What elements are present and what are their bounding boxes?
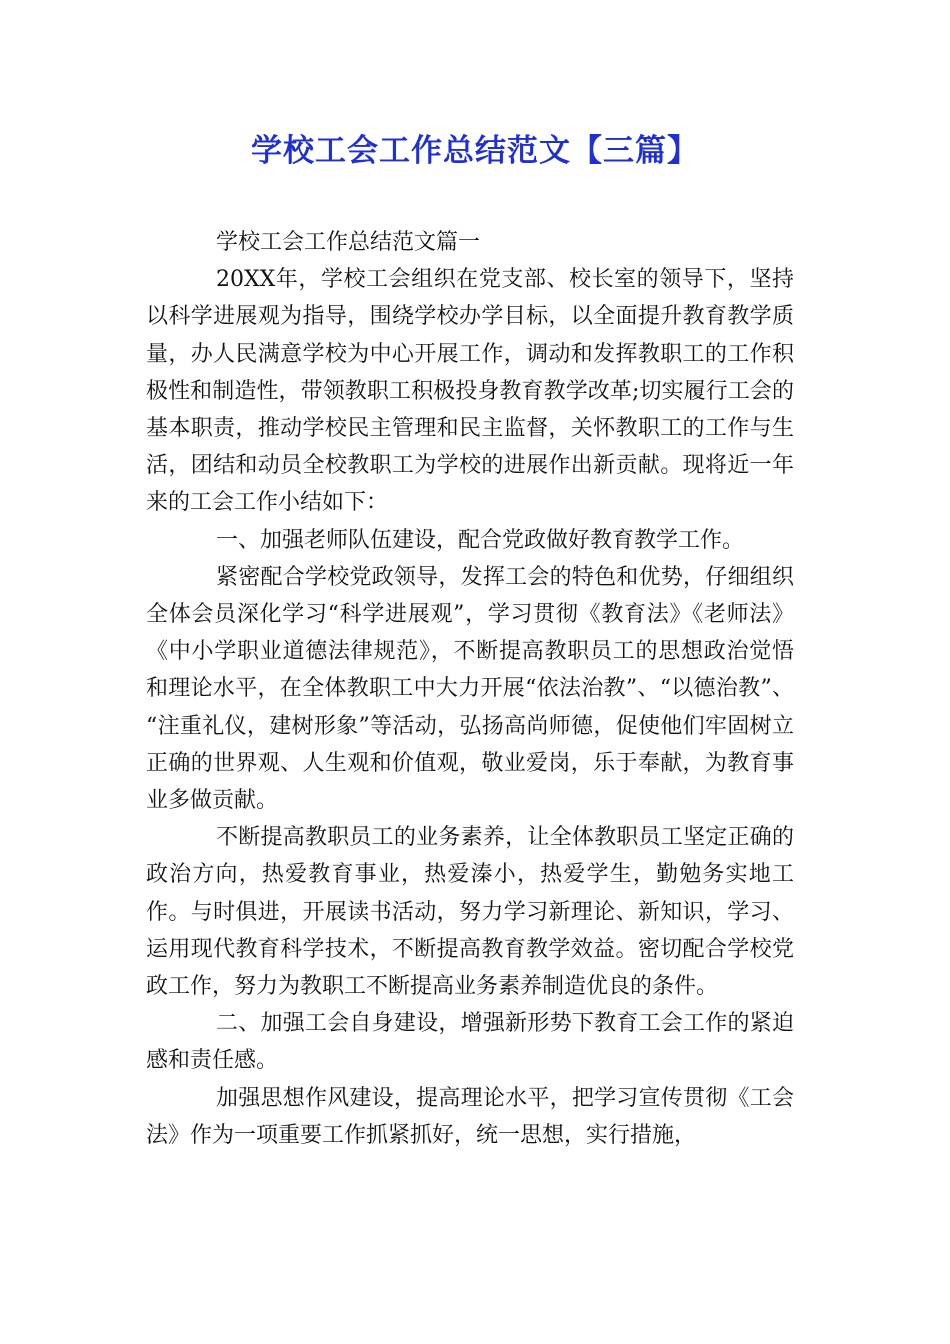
body-paragraph: 不断提高教职员工的业务素养，让全体教职员工坚定正确的政治方向，热爱教育事业，热爱溱小，热爱学生，勤勉务实地工作。与时俱进，开展读书活动，努力学习新理论、新知识，学习、运用现代教育科学技术，不断提高教育教学效益。密切配合学校党政工作，努力为教职工不断提高业务素养制造优良的条件。 — [146, 825, 794, 1000]
body-paragraph: 20XX年，学校工会组织在党支部、校长室的领导下，坚持以科学进展观为指导，围绕学校办学目标，以全面提升教育教学质量，办人民满意学校为中心开展工作，调动和发挥教职工的工作积极性和制造性，带领教职工积极投身教育教学改革;切实履行工会的基本职责，推动学校民主管理和民主监督，关怀教职工的工作与生活，团结和动员全校教职工为学校的进展作出新贡献。现将近一年来的工会工作小结如下： — [146, 267, 794, 516]
document-body — [146, 224, 794, 1154]
section-heading: 二、加强工会自身建设，增强新形势下教育工会工作的紧迫感和责任感。 — [146, 1011, 794, 1074]
body-paragraph: 加强思想作风建设，提高理论水平，把学习宣传贯彻《工会法》作为一项重要工作抓紧抓好，统一思想，实行措施， — [146, 1085, 794, 1148]
document-title: 学校工会工作总结范文【三篇】 — [251, 133, 699, 169]
body-paragraph: 紧密配合学校党政领导，发挥工会的特色和优势，仔细组织全体会员深化学习“科学进展观”，学习贯彻《教育法》《老师法》《中小学职业道德法律规范》，不断提高教职员工的思想政治觉悟和理论水平，在全体教职工中大力开展“依法治教”、“以德治教”、 “注重礼仪，建树形象”等活动，弘扬高尚师德，促使他们牢固树立正确的世界观、人生观和价值观，敬业爱岗，乐于奉献，为教育事业多做贡献。 — [146, 564, 794, 814]
section-heading: 一、加强老师队伍建设，配合党政做好教育教学工作。 — [216, 527, 745, 553]
section-heading: 学校工会工作总结范文篇一 — [216, 230, 481, 255]
